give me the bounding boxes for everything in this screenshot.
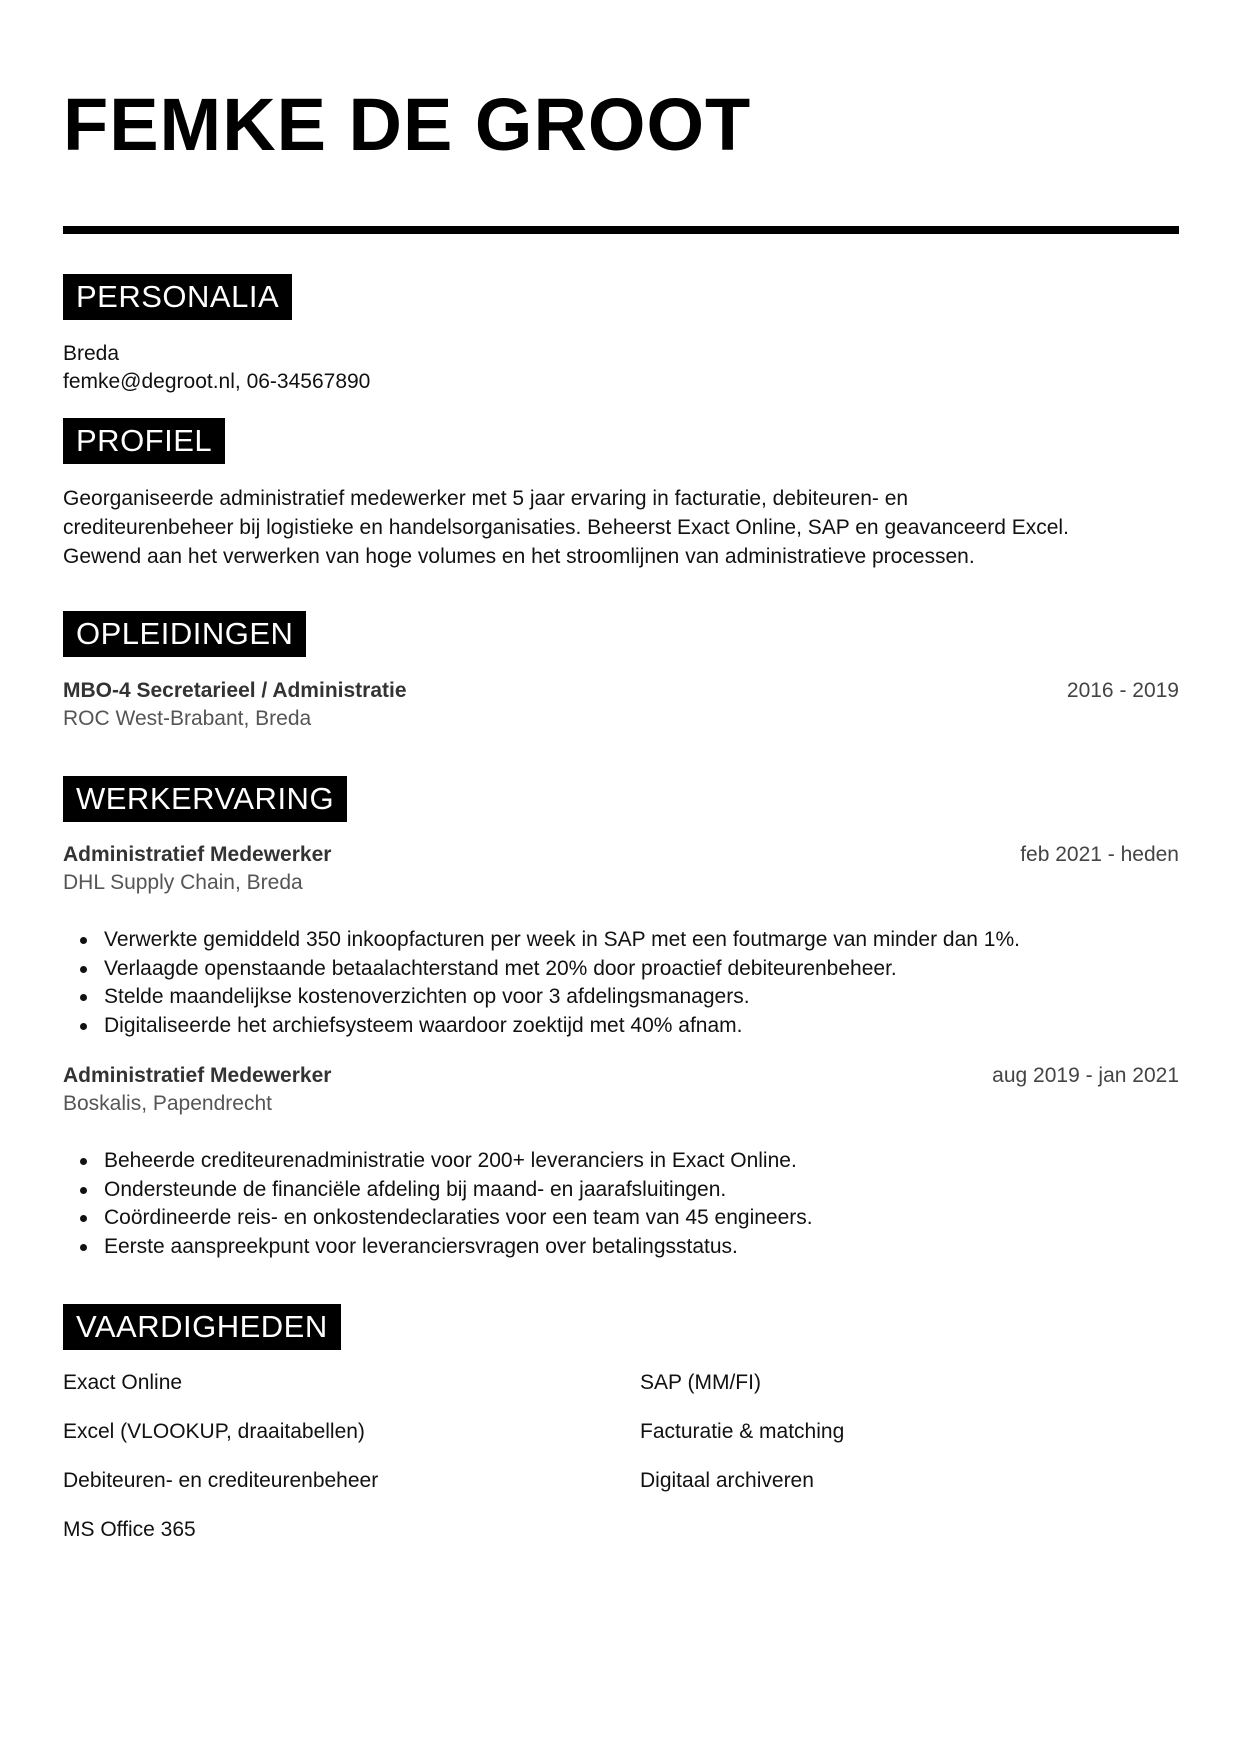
job-title: Administratief Medewerker — [63, 1064, 332, 1087]
job-company: Boskalis, Papendrecht — [63, 1092, 272, 1115]
list-item: Beheerde crediteurenadministratie voor 200+ leveranciers in Exact Online. — [63, 1147, 1179, 1176]
profile-line: Georganiseerde administratief medewerker met 5 jaar ervaring in facturatie, debiteuren- en — [63, 487, 909, 510]
list-item: Verlaagde openstaande betaalachterstand met 20% door proactief debiteurenbeheer. — [63, 955, 1179, 984]
section-heading-opleidingen: OPLEIDINGEN — [63, 611, 306, 657]
section-heading-personalia: PERSONALIA — [63, 274, 292, 320]
personalia-city: Breda — [63, 342, 120, 365]
job-period: feb 2021 - heden — [1020, 843, 1179, 866]
skill-item: MS Office 365 — [63, 1518, 196, 1541]
job-achievements — [63, 926, 1179, 1040]
section-heading-profiel: PROFIEL — [63, 418, 225, 464]
personalia-contact: femke@degroot.nl, 06-34567890 — [63, 370, 371, 393]
skill-item: Digitaal archiveren — [640, 1469, 814, 1492]
resume-page — [63, 0, 1179, 1754]
job-achievements — [63, 1147, 1179, 1261]
skill-item: SAP (MM/FI) — [640, 1371, 761, 1394]
list-item: Coördineerde reis- en onkostendeclaraties voor een team van 45 engineers. — [63, 1204, 1179, 1233]
list-item: Verwerkte gemiddeld 350 inkoopfacturen per week in SAP met een foutmarge van minder dan 1%. — [63, 926, 1179, 955]
header-divider — [63, 226, 1179, 234]
profile-summary — [63, 484, 1179, 571]
education-title: MBO-4 Secretarieel / Administratie — [63, 679, 407, 702]
education-institution: ROC West-Brabant, Breda — [63, 707, 312, 730]
job-period: aug 2019 - jan 2021 — [992, 1064, 1179, 1087]
section-heading-vaardigheden: VAARDIGHEDEN — [63, 1304, 341, 1350]
education-period: 2016 - 2019 — [1066, 679, 1179, 702]
profile-line: crediteurenbeheer bij logistieke en handelsorganisaties. Beheerst Exact Online, SAP en geavanceerd Excel. — [63, 516, 1069, 539]
skill-item: Debiteuren- en crediteurenbeheer — [63, 1469, 379, 1492]
job-title: Administratief Medewerker — [63, 843, 332, 866]
skill-item: Excel (VLOOKUP, draaitabellen) — [63, 1420, 365, 1443]
candidate-name: FEMKE DE GROOT — [63, 83, 752, 166]
list-item: Ondersteunde de financiële afdeling bij maand- en jaarafsluitingen. — [63, 1176, 1179, 1205]
profile-line: Gewend aan het verwerken van hoge volumes en het stroomlijnen van administratieve processen. — [63, 545, 975, 568]
list-item: Digitaliseerde het archiefsysteem waardoor zoektijd met 40% afnam. — [63, 1012, 1179, 1041]
skill-item: Facturatie & matching — [640, 1420, 845, 1443]
job-company: DHL Supply Chain, Breda — [63, 871, 303, 894]
list-item: Stelde maandelijkse kostenoverzichten op voor 3 afdelingsmanagers. — [63, 983, 1179, 1012]
skill-item: Exact Online — [63, 1371, 183, 1394]
list-item: Eerste aanspreekpunt voor leveranciersvragen over betalingsstatus. — [63, 1233, 1179, 1262]
section-heading-werkervaring: WERKERVARING — [63, 776, 347, 822]
